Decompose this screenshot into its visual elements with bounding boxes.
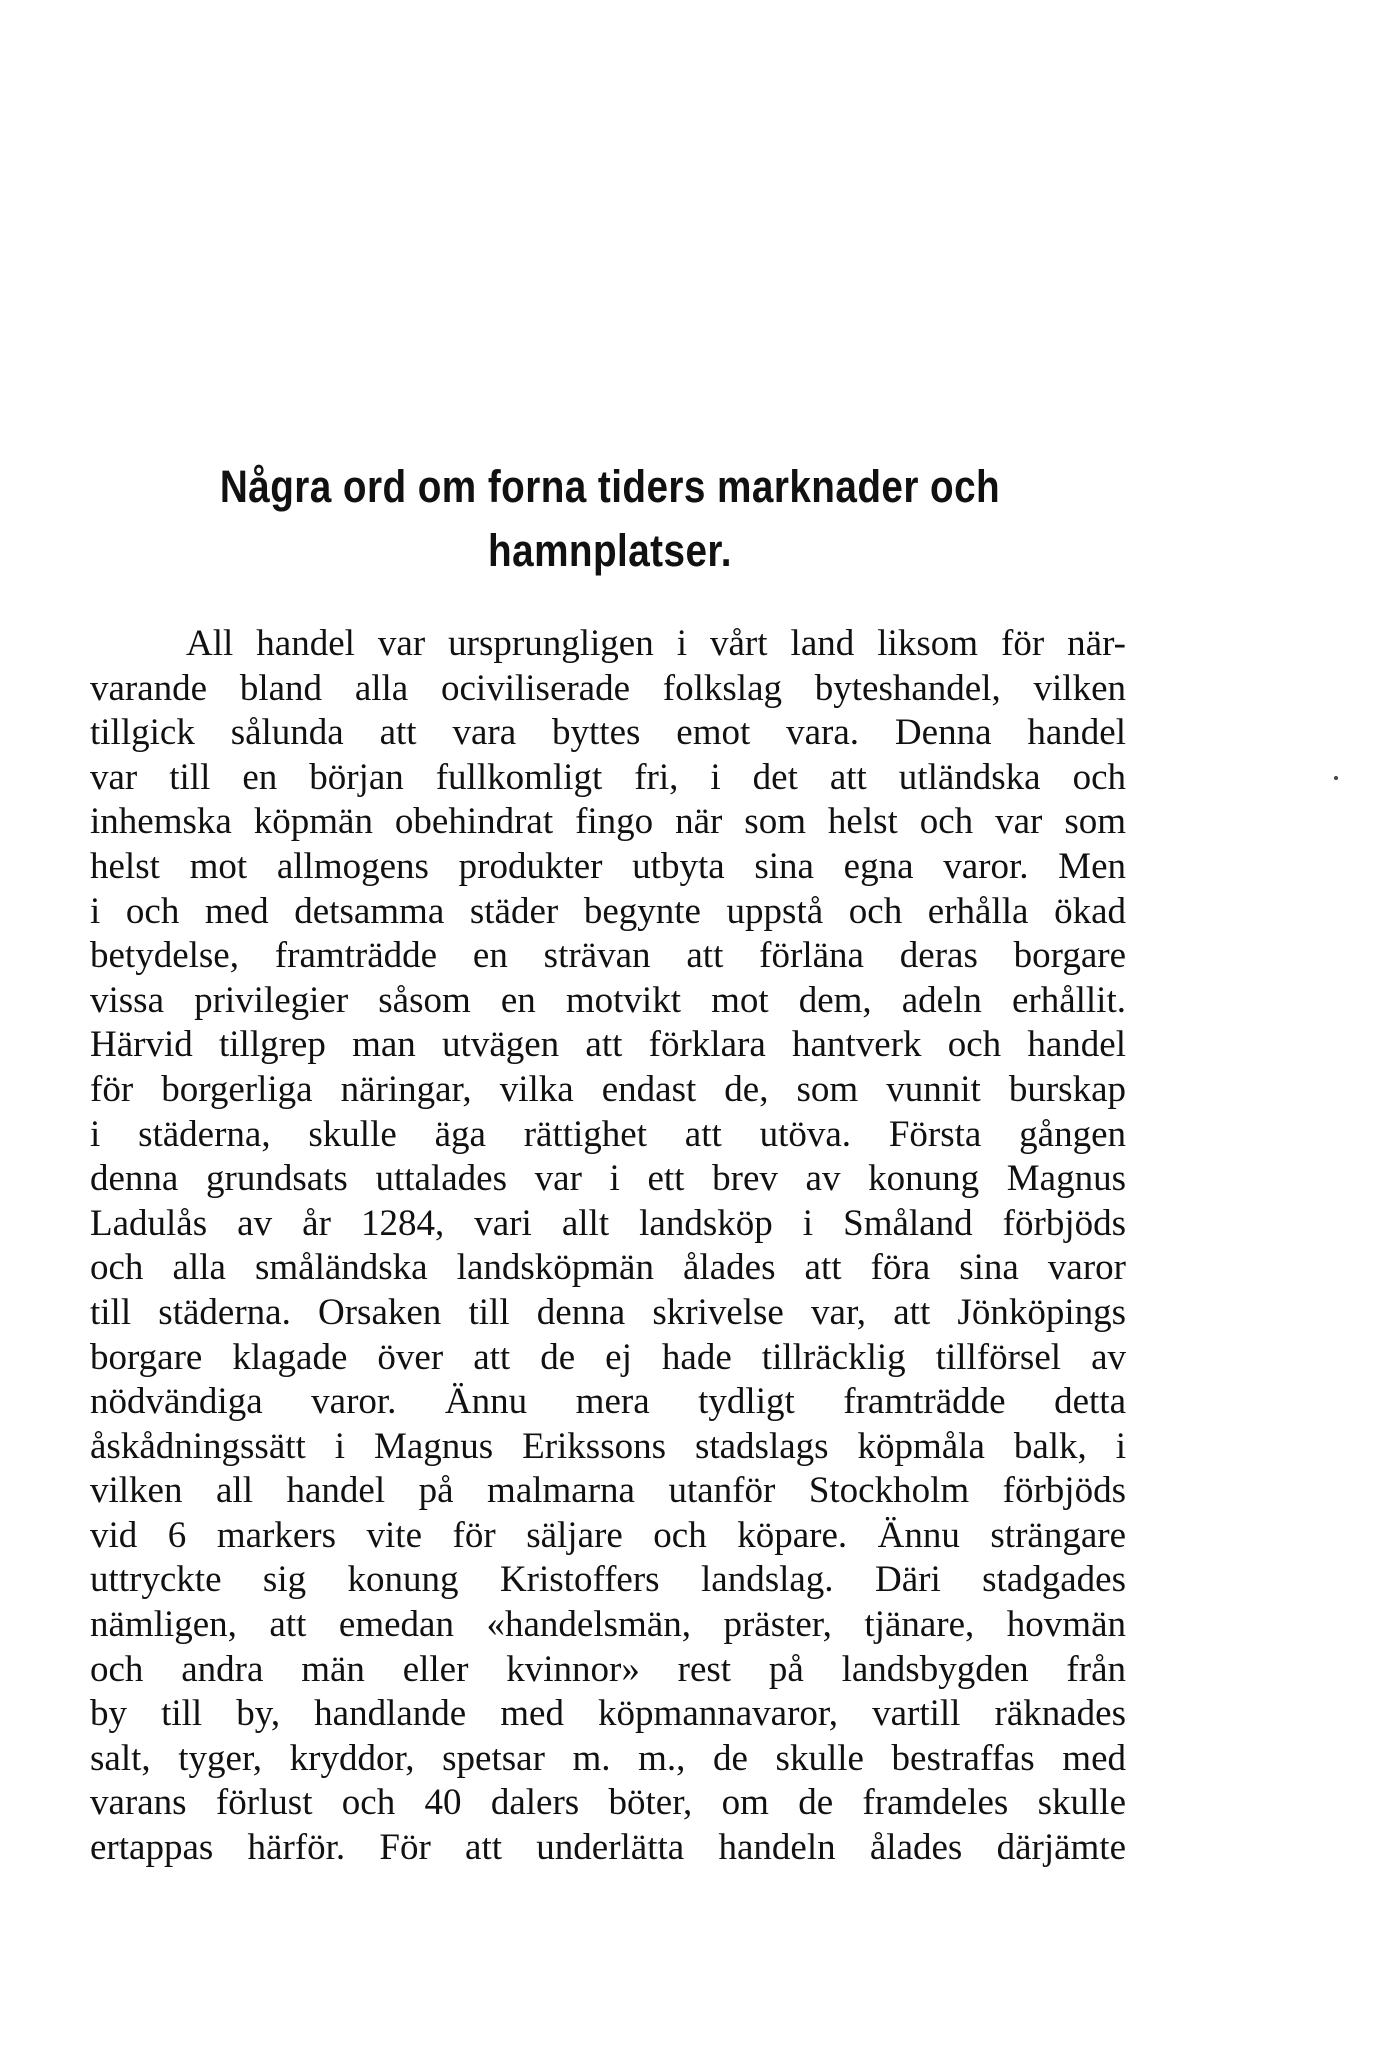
- text-line: och andra män eller kvinnor» rest på landsbygden från: [90, 1648, 1126, 1690]
- text-line: i städerna, skulle äga rättighet att utöva. Första gången: [90, 1113, 1126, 1155]
- text-line: vilken all handel på malmarna utanför Stockholm förbjöds: [90, 1470, 1126, 1512]
- chapter-title: [214, 455, 1005, 583]
- text-line: var till en början fullkomligt fri, i det att utländska och: [90, 756, 1126, 798]
- text-line: varans förlust och 40 dalers böter, om de framdeles skulle: [90, 1782, 1126, 1824]
- text-line: vissa privilegier såsom en motvikt mot dem, adeln erhållit.: [90, 979, 1126, 1021]
- text-line: för borgerliga näringar, vilka endast de, som vunnit burskap: [90, 1068, 1126, 1110]
- text-line: till städerna. Orsaken till denna skrivelse var, att Jönköpings: [90, 1291, 1126, 1333]
- text-line: denna grundsats uttalades var i ett brev av konung Magnus: [90, 1158, 1126, 1200]
- text-line: ertappas härför. För att underlätta handeln ålades därjämte: [90, 1827, 1126, 1869]
- text-line: All handel var ursprungligen i vårt land liksom för när-: [186, 623, 1126, 664]
- chapter-title-line-1: Några ord om forna tiders marknader och: [219, 461, 1001, 512]
- text-line: nödvändiga varor. Ännu mera tydligt framträdde detta: [90, 1381, 1126, 1423]
- text-line: inhemska köpmän obehindrat fingo när som helst och var som: [90, 801, 1126, 843]
- text-line: tillgick sålunda att vara byttes emot vara. Denna handel: [90, 712, 1126, 754]
- text-line: Ladulås av år 1284, vari allt landsköp i Småland förbjöds: [90, 1202, 1126, 1244]
- text-line: varande bland alla ociviliserade folkslag byteshandel, vilken: [90, 667, 1126, 709]
- text-line: i och med detsamma städer begynte uppstå och erhålla ökad: [90, 890, 1126, 932]
- text-line: uttryckte sig konung Kristoffers landslag. Däri stadgades: [90, 1559, 1126, 1601]
- text-line: vid 6 markers vite för säljare och köpare. Ännu strängare: [90, 1514, 1126, 1556]
- text-line: nämligen, att emedan «handelsmän, präster, tjänare, hovmän: [90, 1604, 1126, 1646]
- text-line: och alla småländska landsköpmän ålades att föra sina varor: [90, 1247, 1126, 1289]
- text-line: helst mot allmogens produkter utbyta sina egna varor. Men: [90, 845, 1126, 887]
- text-line: betydelse, framträdde en strävan att förläna deras borgare: [90, 935, 1126, 977]
- print-speck: [1334, 776, 1338, 780]
- text-line: borgare klagade över att de ej hade tillräcklig tillförsel av: [90, 1336, 1126, 1378]
- text-line: salt, tyger, kryddor, spetsar m. m., de skulle bestraffas med: [90, 1737, 1126, 1779]
- text-line: Härvid tillgrep man utvägen att förklara hantverk och handel: [90, 1024, 1126, 1066]
- chapter-title-line-2: hamnplatser.: [488, 525, 732, 576]
- text-line: by till by, handlande med köpmannavaror, vartill räknades: [90, 1693, 1126, 1735]
- body-paragraph: [90, 622, 1126, 1871]
- text-line: åskådningssätt i Magnus Erikssons stadslags köpmåla balk, i: [90, 1425, 1126, 1467]
